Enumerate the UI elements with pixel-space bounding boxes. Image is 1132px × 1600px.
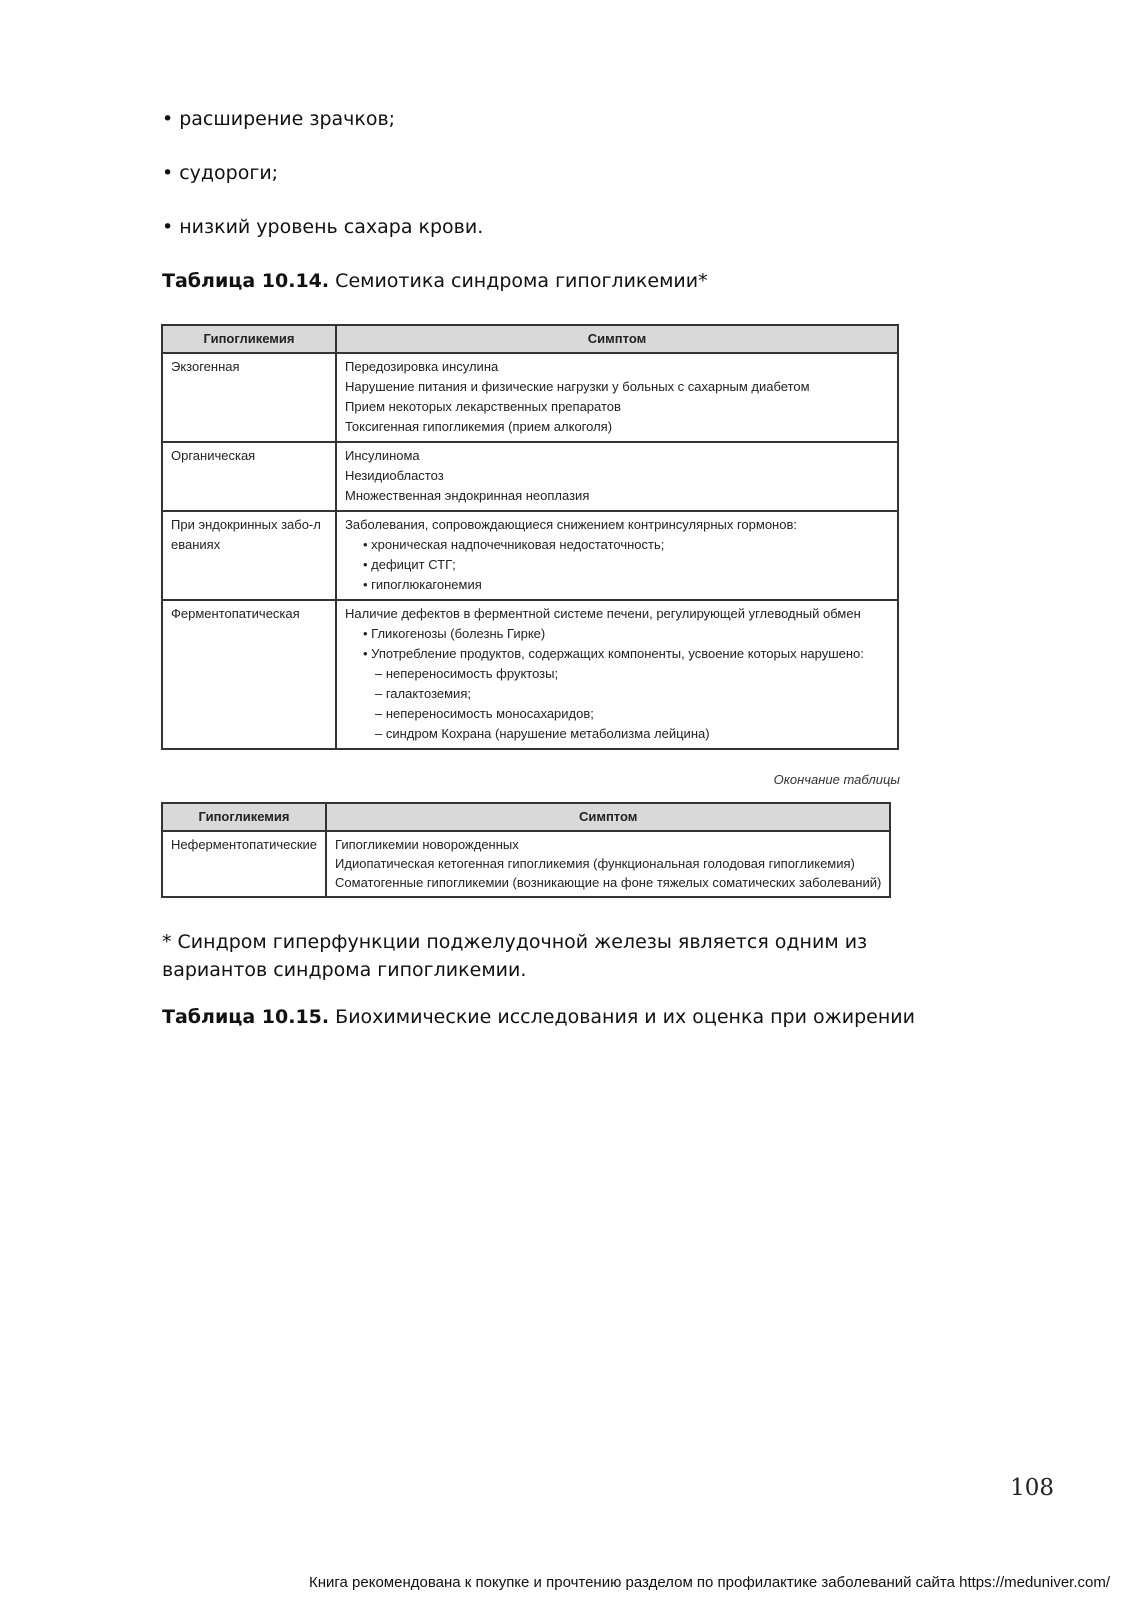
page-number: 108 [1010, 1475, 1054, 1501]
table-row [162, 511, 898, 600]
table-row [162, 831, 890, 897]
row-symptoms: Наличие дефектов в ферментной системе печени, регулирующей углеводный обмен • Гликогенозы (болезнь Гирке) • Употребление продуктов, содержащих компоненты, усвоение которых нарушено: – непереносимость фруктозы; – галактоземия; – непереносимость моносахаридов; – синдром Кохрана (нарушение метаболизма лейцина) [336, 600, 898, 749]
table-row [162, 353, 898, 442]
table-caption-text: Семиотика синдрома гипогликемии* [335, 270, 708, 292]
footnote: * Синдром гиперфункции поджелудочной железы является одним из вариантов синдрома гипогликемии. [162, 931, 868, 981]
bullet-item: • расширение зрачков; [162, 108, 396, 130]
semiotics-table-continued [161, 802, 891, 898]
table-caption [162, 270, 708, 292]
table-caption-text: Биохимические исследования и их оценка при ожирении [335, 1006, 915, 1028]
header-hypoglycemia: Гипогликемия [162, 325, 336, 353]
table-caption-label: Таблица 10.14. [162, 270, 330, 292]
row-type: При эндокринных забо-леваниях [162, 511, 336, 600]
table-caption-label: Таблица 10.15. [162, 1006, 330, 1028]
header-symptom: Симптом [326, 803, 890, 831]
promo-footer: Книга рекомендована к покупке и прочтению разделом по профилактике заболеваний сайта https://meduniver.com/ [308, 1574, 1110, 1591]
table-header-row [162, 803, 890, 831]
bullet-item: • низкий уровень сахара крови. [162, 216, 484, 238]
row-type: Органическая [162, 442, 336, 511]
table-caption [162, 1006, 915, 1028]
row-symptoms: Заболевания, сопровождающиеся снижением контринсулярных гормонов: • хроническая надпочечниковая недостаточность; • дефицит СТГ; • гипоглюкагонемия [336, 511, 898, 600]
bullet-item: • судороги; [162, 162, 279, 184]
row-type: Ферментопатическая [162, 600, 336, 749]
header-symptom: Симптом [336, 325, 898, 353]
table-row [162, 442, 898, 511]
semiotics-table [161, 324, 899, 750]
row-symptoms: Передозировка инсулина Нарушение питания и физические нагрузки у больных с сахарным диабетом Прием некоторых лекарственных препаратов Токсигенная гипогликемия (прием алкоголя) [336, 353, 898, 442]
row-symptoms: Инсулинома Незидиобластоз Множественная эндокринная неоплазия [336, 442, 898, 511]
row-type: Неферментопатические [162, 831, 326, 897]
header-hypoglycemia: Гипогликемия [162, 803, 326, 831]
table-header-row [162, 325, 898, 353]
table-row [162, 600, 898, 749]
continuation-label: Окончание таблицы [773, 772, 900, 787]
row-type: Экзогенная [162, 353, 336, 442]
row-symptoms: Гипогликемии новорожденных Идиопатическая кетогенная гипогликемия (функциональная голодовая гипогликемия) Соматогенные гипогликемии (возникающие на фоне тяжелых соматических заболеваний) [326, 831, 890, 897]
